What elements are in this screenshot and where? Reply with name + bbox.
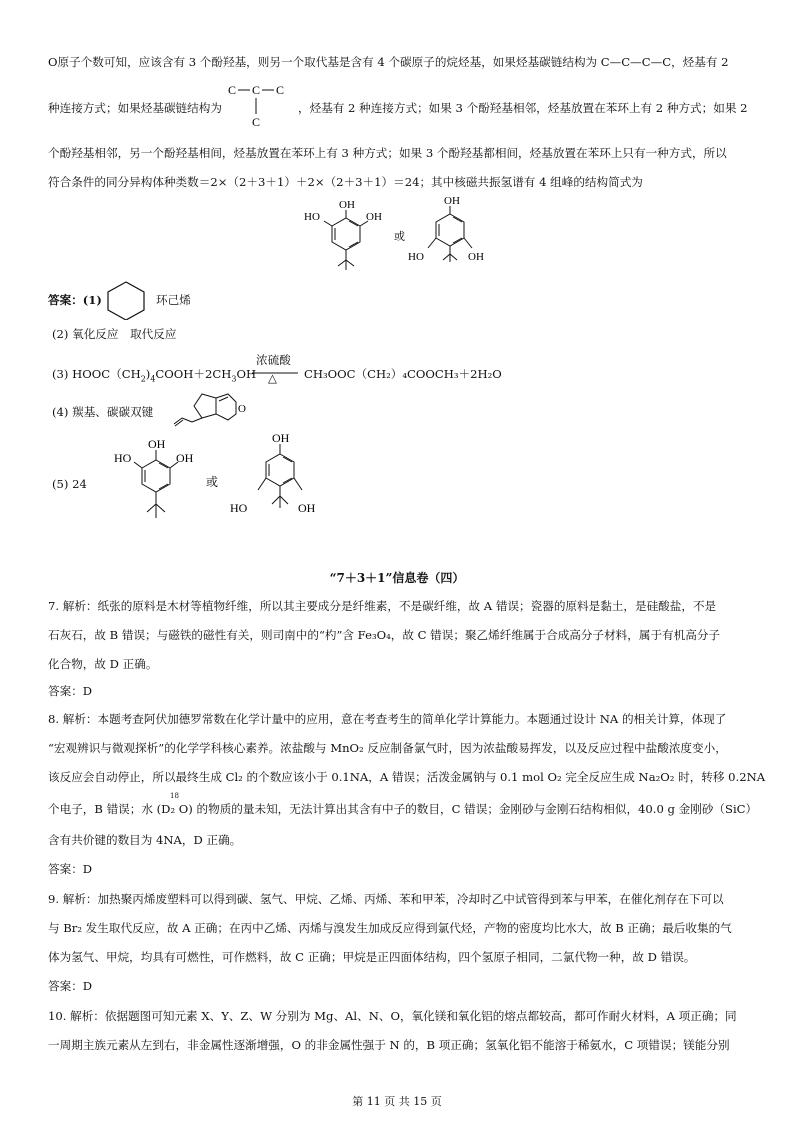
answer-3: (3) $HOOC(CH_2)_4COOH+2CH_3OH$ [52,367,257,384]
structures-row-2 [110,432,330,528]
q7-line-1: 7. 解析：纸张的原料是木材等植物纤维，所以其主要成分是纤维素，不是碳纤维，故 A 错误；瓷器的原料是黏土，是硅酸盐，不是 [48,599,717,613]
struct-c-ho-left: HO [114,451,132,465]
chain-c1: C [228,83,237,97]
struct-d-oh-top: OH [272,432,290,445]
q8-line-4: 个电子，B 错误；水 (D₂ O) 的物质的量未知，无法计算出其含有中子的数目，C 错误；金刚砂与金刚石结构相似，40.0 g 金刚砂（SiC） [48,802,758,816]
chain-c2: C [252,83,261,97]
q9-line-1: 9. 解析：加热聚丙烯废塑料可以得到碳、氢气、甲烷、乙烯、丙烯、苯和甲苯，冷却时乙中试管得到苯与甲苯，在催化剂存在下可以 [48,892,724,906]
struct-b-oh-top: OH [444,196,460,207]
q8-line-3: 该反应会自动停止，所以最终生成 Cl₂ 的个数应该小于 0.1NA，A 错误；活泼金属钠与 0.1 mol O₂ 完全反应生成 Na₂O₂ 时，转移 0.2NA [48,770,766,784]
struct-a-oh-right: OH [366,211,382,223]
answer-label-1: 答案：(1) [48,293,102,307]
para-line-4: 符合条件的同分异构体种类数＝2×（2＋3＋1）＋2×（2＋3＋1）＝24；其中核磁共振氢谱有 4 组峰的结构简式为 [48,175,643,189]
structure-c [114,437,194,518]
struct-d-ho-left: HO [230,501,248,515]
q7-line-2: 石灰石，故 B 错误；与磁铁的磁性有关，则司南中的“杓”含 Fe₃O₄，故 C 错误；聚乙烯纤维属于合成高分子材料，属于有机高分子 [48,628,721,642]
reaction-condition-top: 浓硫酸 [256,353,291,367]
answer-1-name: 环己烯 [156,293,191,307]
cyclohexene-icon [104,280,148,320]
structure-d [230,432,316,515]
para-line-3: 个酚羟基相邻，另一个酚羟基相间，烃基放置在苯环上有 3 种方式；如果 3 个酚羟基都相间，烃基放置在苯环上只有一种方式，所以 [48,146,727,160]
q9-answer: 答案：D [48,979,93,993]
q8-answer: 答案：D [48,862,93,876]
structures-row-1 [300,196,500,276]
struct-b-oh-right: OH [468,251,484,263]
struct-c-oh-right: OH [176,451,194,465]
answer-3-products: CH₃OOC（CH₂）₄COOCH₃＋2H₂O [304,367,502,381]
page-footer: 第 11 页 共 15 页 [352,1095,442,1108]
bicyclic-ketone-structure [172,386,252,428]
answer-5: (5) 24 [52,477,87,491]
q10-line-1: 10. 解析：依据题图可知元素 X、Y、Z、W 分别为 Mg、Al、N、O，氧化镁和氧化铝的熔点都较高，都可作耐火材料，A 项正确；同 [48,1009,737,1023]
q10-line-2: 一周期主族元素从左到右，非金属性逐渐增强，O 的非金属性强于 N 的，B 项正确；氢氧化铝不能溶于稀氨水，C 项错误；镁能分别 [48,1038,730,1052]
q7-answer: 答案：D [48,684,93,698]
para-line-1: O原子个数可知，应该含有 3 个酚羟基，则另一个取代基是含有 4 个碳原子的烷烃基，如果烃基碳链结构为 C—C—C—C，烃基有 2 [48,55,729,69]
para-line-2a: 种连接方式；如果烃基碳链结构为 [48,101,222,115]
struct-a-oh-top: OH [339,199,355,211]
answer-2: (2) 氧化反应 取代反应 [52,327,177,341]
structure-b [408,196,484,263]
q9-line-2: 与 Br₂ 发生取代反应，故 A 正确；在丙中乙烯、丙烯与溴发生加成反应得到氯代烃，产物的密度均比水大，故 B 正确；最后收集的气 [48,921,732,935]
reaction-condition-bottom: △ [268,371,277,385]
answer-4: (4) 羰基、碳碳双键 [52,405,154,419]
ketone-o: O [238,403,246,415]
chain-c3: C [276,83,285,97]
structures-or-2: 或 [206,475,219,489]
structures-or-1: 或 [394,231,405,243]
struct-d-oh-right: OH [298,501,316,515]
struct-c-oh-top: OH [148,437,166,451]
q8-isotope-mass: 18 [170,792,179,800]
q7-line-3: 化合物，故 D 正确。 [48,657,158,671]
q8-line-1: 8. 解析：本题考查阿伏加德罗常数在化学计量中的应用，意在考查考生的简单化学计算能力。本题通过设计 NA 的相关计算，体现了 [48,712,727,726]
para-line-2b: ，烃基有 2 种连接方式；如果 3 个酚羟基相邻，烃基放置在苯环上有 2 种方式；如果 2 [298,101,748,115]
structure-a [304,199,382,270]
struct-b-ho-left: HO [408,251,424,263]
branched-chain-diagram [226,80,296,130]
struct-a-ho-left: HO [304,211,320,223]
q8-line-2: “宏观辨识与微观探析”的化学学科核心素养。浓盐酸与 MnO₂ 反应制备氯气时，因为浓盐酸易挥发，以及反应过程中盐酸浓度变小， [48,741,727,755]
q9-line-3: 体为氢气、甲烷，均具有可燃性，可作燃料，故 C 正确；甲烷是正四面体结构，四个氢原子相同，二氯代物一种，故 D 错误。 [48,950,696,964]
q8-line-5: 含有共价键的数目为 4NA，D 正确。 [48,833,242,847]
section-title: “7＋3＋1”信息卷（四） [329,571,465,585]
chain-c4: C [252,115,261,129]
